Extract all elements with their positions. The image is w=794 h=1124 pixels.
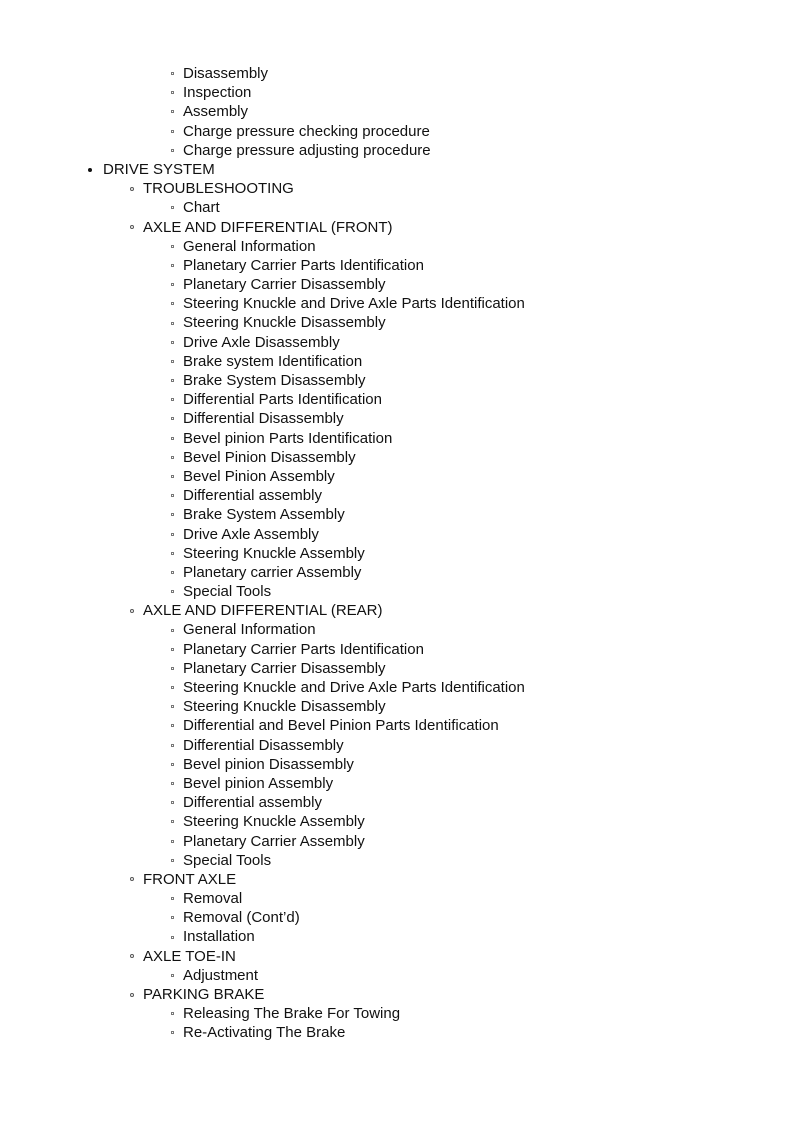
toc-item[interactable] [0,793,794,812]
entry-label: DRIVE SYSTEM [103,160,215,178]
toc-item[interactable] [0,563,794,582]
toc-item[interactable] [0,429,794,448]
bullet-icon [168,390,176,409]
bullet-icon [168,736,176,755]
bullet-icon [168,774,176,793]
toc-item[interactable] [0,812,794,831]
bullet-icon [168,889,176,908]
bullet-icon [168,429,176,448]
toc-subsection[interactable] [0,179,794,198]
toc-list [0,64,794,1043]
bullet-icon [168,832,176,851]
toc-item[interactable] [0,736,794,755]
bullet-icon [168,812,176,831]
toc-item[interactable] [0,141,794,160]
toc-item[interactable] [0,390,794,409]
toc-item[interactable] [0,640,794,659]
bullet-icon [168,697,176,716]
toc-item[interactable] [0,525,794,544]
entry-label: Removal [183,890,243,908]
toc-item[interactable] [0,409,794,428]
toc-subsection[interactable] [0,985,794,1004]
toc-item[interactable] [0,927,794,946]
toc-item[interactable] [0,544,794,563]
bullet-icon [168,755,176,774]
entry-label: Differential Parts Identification [183,391,382,409]
entry-label: Planetary carrier Assembly [183,563,362,581]
toc-item[interactable] [0,620,794,639]
toc-item[interactable] [0,1023,794,1042]
bullet-icon [128,179,136,198]
toc-item[interactable] [0,64,794,83]
toc-subsection[interactable] [0,870,794,889]
bullet-icon [168,908,176,927]
toc-item[interactable] [0,371,794,390]
bullet-icon [168,620,176,639]
entry-label: Steering Knuckle Assembly [183,813,365,831]
bullet-icon [168,102,176,121]
toc-item[interactable] [0,908,794,927]
bullet-icon [168,505,176,524]
bullet-icon [168,563,176,582]
entry-label: Special Tools [183,851,272,869]
toc-item[interactable] [0,582,794,601]
toc-item[interactable] [0,716,794,735]
bullet-icon [128,601,136,620]
toc-item[interactable] [0,1004,794,1023]
bullet-icon [168,256,176,275]
entry-label: Disassembly [183,65,269,82]
entry-label: AXLE TOE-IN [143,947,236,965]
bullet-icon [168,793,176,812]
entry-label: FRONT AXLE [143,870,237,888]
toc-item[interactable] [0,237,794,256]
toc-subsection[interactable] [0,947,794,966]
bullet-icon [168,141,176,160]
bullet-icon [168,313,176,332]
bullet-icon [168,352,176,371]
toc-item[interactable] [0,275,794,294]
entry-label: AXLE AND DIFFERENTIAL (FRONT) [143,218,393,236]
toc-item[interactable] [0,102,794,121]
entry-label: Steering Knuckle Assembly [183,544,365,562]
entry-label: Differential assembly [183,487,322,505]
entry-label: Differential Disassembly [183,736,344,754]
bullet-icon [168,1004,176,1023]
bullet-icon [168,237,176,256]
entry-label: Steering Knuckle and Drive Axle Parts Identification [183,679,525,696]
entry-label: General Information [183,237,316,255]
bullet-icon [168,659,176,678]
entry-label: Brake System Disassembly [183,372,366,389]
bullet-icon [168,1023,176,1042]
toc-item[interactable] [0,198,794,217]
entry-label: Planetary Carrier Disassembly [183,659,386,677]
toc-item[interactable] [0,505,794,524]
entry-label: Bevel pinion Assembly [183,774,334,792]
bullet-icon [168,716,176,735]
toc-item[interactable] [0,851,794,870]
bullet-icon [168,544,176,563]
entry-label: Re-Activating The Brake [183,1024,346,1042]
entry-label: Drive Axle Assembly [183,525,319,543]
entry-label: Steering Knuckle and Drive Axle Parts Identification [183,295,525,313]
toc-subsection[interactable] [0,218,794,237]
entry-label: Steering Knuckle Disassembly [183,698,386,716]
bullet-icon [168,83,176,102]
bullet-icon [168,640,176,659]
bullet-icon [168,294,176,313]
bullet-icon [168,467,176,486]
entry-label: Planetary Carrier Disassembly [183,276,386,294]
bullet-icon [168,851,176,870]
entry-label: Charge pressure adjusting procedure [183,141,431,159]
toc-item[interactable] [0,256,794,275]
bullet-icon [168,448,176,467]
entry-label: Removal (Cont’d) [183,909,300,927]
entry-label: Special Tools [183,583,272,601]
bullet-icon [168,64,176,83]
bullet-icon [168,927,176,946]
entry-label: Inspection [183,84,252,102]
toc-item[interactable] [0,697,794,716]
entry-label: Adjustment [183,966,259,984]
bullet-icon [168,678,176,697]
bullet-icon [168,525,176,544]
bullet-icon [168,122,176,141]
toc-item[interactable] [0,122,794,141]
toc-item[interactable] [0,678,794,697]
bullet-icon [168,966,176,985]
entry-label: AXLE AND DIFFERENTIAL (REAR) [143,602,383,620]
entry-label: Assembly [183,103,249,121]
entry-label: Differential assembly [183,794,322,812]
bullet-icon [168,582,176,601]
bullet-icon [128,985,136,1004]
entry-label: General Information [183,621,316,639]
entry-label: Planetary Carrier Assembly [183,832,365,850]
entry-label: Installation [183,928,255,946]
entry-label: Bevel pinion Disassembly [183,755,354,773]
toc-item[interactable] [0,294,794,313]
toc-item[interactable] [0,467,794,486]
toc-item[interactable] [0,889,794,908]
entry-label: Chart [183,199,220,217]
entry-label: PARKING BRAKE [143,986,265,1003]
toc-item[interactable] [0,83,794,102]
toc-section[interactable] [0,160,794,179]
entry-label: Brake system Identification [183,352,363,370]
bullet-icon [168,198,176,217]
bullet-icon [168,486,176,505]
entry-label: Releasing The Brake For Towing [183,1005,401,1023]
entry-label: Bevel Pinion Disassembly [183,448,356,466]
entry-label: Bevel Pinion Assembly [183,467,335,485]
toc-item[interactable] [0,486,794,505]
entry-label: Planetary Carrier Parts Identification [183,256,424,274]
toc-item[interactable] [0,966,794,985]
bullet-icon [128,947,136,966]
toc-item[interactable] [0,333,794,352]
toc-item[interactable] [0,832,794,851]
bullet-icon [128,870,136,889]
entry-label: Planetary Carrier Parts Identification [183,640,424,658]
toc-subsection[interactable] [0,601,794,620]
toc-item[interactable] [0,755,794,774]
toc-item[interactable] [0,659,794,678]
toc-item[interactable] [0,448,794,467]
entry-label: Brake System Assembly [183,506,345,524]
bullet-icon [168,275,176,294]
entry-label: TROUBLESHOOTING [143,180,294,198]
entry-label: Charge pressure checking procedure [183,122,430,140]
bullet-icon [168,371,176,390]
entry-label: Differential Disassembly [183,410,344,428]
entry-label: Drive Axle Disassembly [183,333,340,351]
bullet-icon [168,333,176,352]
entry-label: Differential and Bevel Pinion Parts Identification [183,717,499,735]
entry-label: Steering Knuckle Disassembly [183,314,386,332]
bullet-icon [86,160,94,179]
toc-item[interactable] [0,352,794,371]
bullet-icon [168,409,176,428]
entry-label: Bevel pinion Parts Identification [183,429,393,447]
toc-item[interactable] [0,774,794,793]
bullet-icon [128,218,136,237]
table-of-contents [0,64,794,1043]
toc-item[interactable] [0,313,794,332]
